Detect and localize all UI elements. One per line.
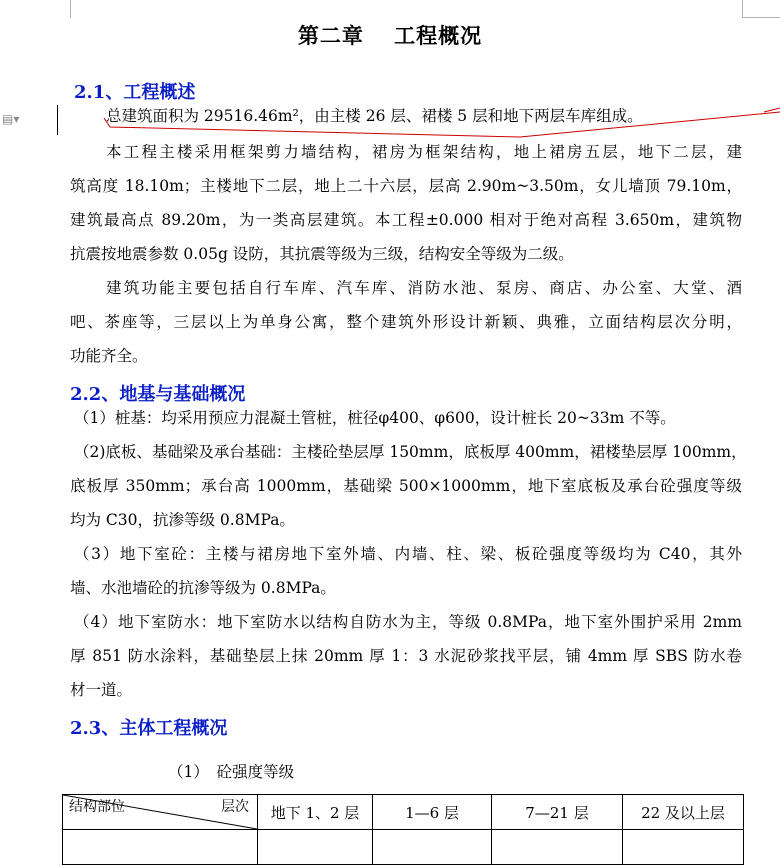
overview-paragraph-3-line: 建筑功能主要包括自行车库、汽车库、消防水池、泵房、商店、办公室、大堂、酒 — [106, 279, 742, 297]
table-corner-left-label: 结构部位 — [69, 799, 125, 815]
overview-paragraph-2-line: 建筑最高点 89.20m，为一类高层建筑。本工程±0.000 相对于绝对高程 3.650m，建筑物 — [70, 211, 742, 229]
paragraph-options-icon[interactable]: ▤▾ — [2, 112, 20, 126]
foundation-item-3-line: （3）地下室砼：主楼与裙房地下室外墙、内墙、柱、梁、板砼强度等级均为 C40，其外 — [74, 545, 742, 563]
foundation-item-2-line: 均为 C30，抗渗等级 0.8MPa。 — [70, 511, 295, 529]
foundation-item-1: （1）桩基：均采用预应力混凝土管桩，桩径φ400、φ600，设计桩长 20~33m 不等。 — [74, 409, 676, 427]
foundation-item-4-line: 材一道。 — [70, 681, 133, 699]
table-header-cell: 7—21 层 — [492, 795, 623, 830]
table-header-cell: 22 及以上层 — [623, 795, 744, 830]
overview-paragraph-3-line: 吧、茶座等，三层以上为单身公寓，整个建筑外形设计新颖、典雅，立面结构层次分明， — [70, 313, 742, 331]
overview-paragraph-1: 总建筑面积为 29516.46m²，由主楼 26 层、裙楼 5 层和地下两层车库组成。 — [106, 107, 643, 125]
table-cell — [258, 830, 373, 865]
table-cell — [63, 830, 258, 865]
table-header-cell: 地下 1、2 层 — [258, 795, 373, 830]
table-row — [63, 830, 744, 865]
concrete-grade-subheading: （1） 砼强度等级 — [168, 763, 295, 781]
table-header-cell: 1—6 层 — [373, 795, 492, 830]
section-heading-2-1: 2.1、工程概述 — [74, 82, 196, 103]
foundation-item-2-line: （2)底板、基础梁及承台基础：主楼砼垫层厚 150mm，底板厚 400mm，裙楼垫层厚 100mm， — [74, 443, 747, 461]
table-corner-cell — [63, 795, 258, 830]
table-cell — [623, 830, 744, 865]
foundation-item-3-line: 墙、水池墙砼的抗渗等级为 0.8MPa。 — [70, 579, 336, 597]
overview-paragraph-2-line: 抗震按地震参数 0.05g 设防，其抗震等级为三级，结构安全等级为二级。 — [70, 245, 574, 263]
overview-paragraph-2-line: 筑高度 18.10m；主楼地下二层，地上二十六层，层高 2.90m~3.50m，女儿墙顶 79.10m， — [70, 177, 742, 195]
section-heading-2-2: 2.2、地基与基础概况 — [70, 384, 246, 405]
overview-paragraph-3-line: 功能齐全。 — [70, 347, 148, 365]
section-heading-2-3: 2.3、主体工程概况 — [70, 718, 228, 739]
concrete-grade-table — [62, 794, 744, 865]
foundation-item-2-line: 底板厚 350mm；承台高 1000mm，基础梁 500×1000mm，地下室底板及承台砼强度等级 — [70, 477, 742, 495]
foundation-item-4-line: 厚 851 防水涂料，基础垫层上抹 20mm 厚 1：3 水泥砂浆找平层，铺 4mm 厚 SBS 防水卷 — [70, 647, 742, 665]
overview-paragraph-2-line: 本工程主楼采用框架剪力墙结构，裙房为框架结构，地上裙房五层，地下二层，建 — [106, 143, 742, 161]
chapter-title: 第二章 工程概况 — [297, 23, 483, 48]
foundation-item-4-line: （4）地下室防水：地下室防水以结构自防水为主，等级 0.8MPa，地下室外围护采用 2mm — [74, 613, 742, 631]
table-cell — [492, 830, 623, 865]
table-header-row — [63, 795, 744, 830]
table-cell — [373, 830, 492, 865]
table-corner-right-label: 层次 — [221, 799, 249, 815]
